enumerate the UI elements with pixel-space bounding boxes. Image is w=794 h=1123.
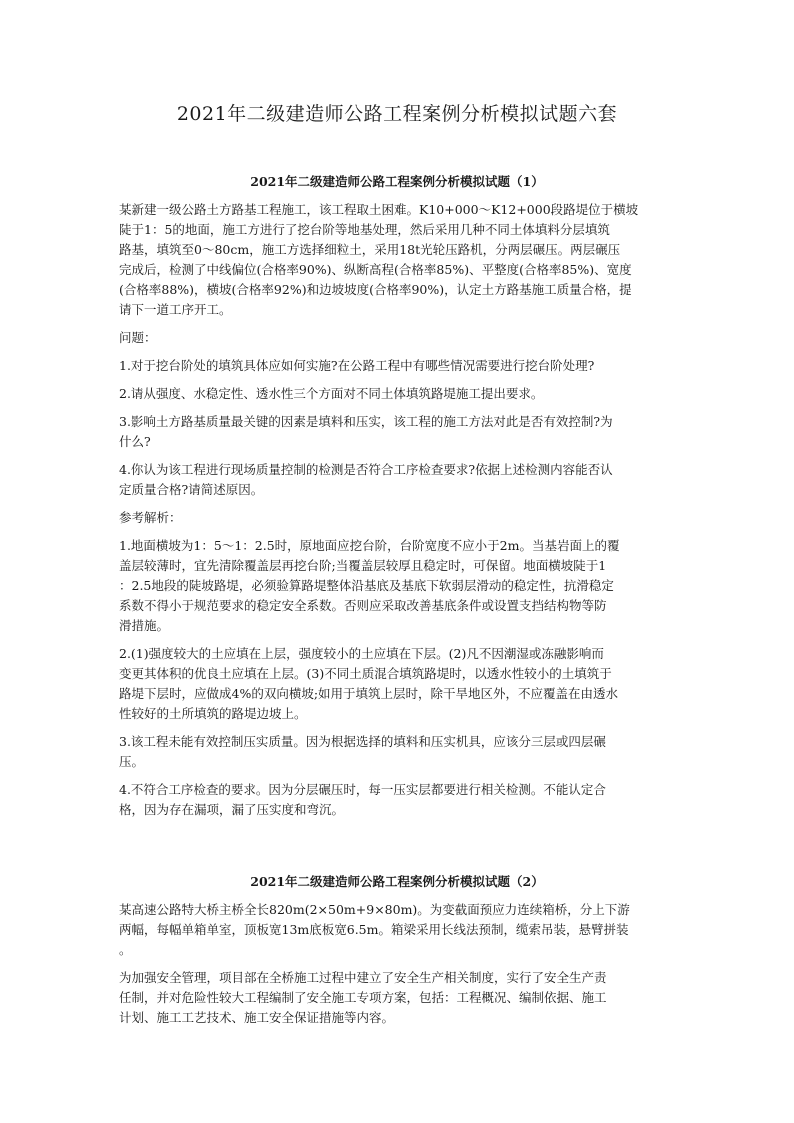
text-line: 定质量合格?请简述原因。 [119, 482, 264, 497]
question-1 [119, 356, 677, 376]
text-line: 2.请从强度、水稳定性、透水性三个方面对不同土体填筑路堤施工提出要求。 [119, 386, 544, 401]
text-line: 请下一道工序开工。 [119, 302, 232, 317]
answer-2 [119, 644, 677, 724]
text-line: 压。 [119, 754, 145, 769]
question-2 [119, 384, 677, 404]
question-4 [119, 460, 677, 500]
text-line: 1.地面横坡为1：5～1：2.5时，原地面应挖台阶，台阶宽度不应小于2m。当基岩面上的覆 [119, 538, 620, 553]
text-line: 两幅，每幅单箱单室，顶板宽13m底板宽6.5m。箱梁采用长线法预制，缆索吊装，悬臂拼装 [119, 922, 629, 937]
text-line: 。 [119, 942, 132, 957]
text-line: 为加强安全管理，项目部在全桥施工过程中建立了安全生产相关制度，实行了安全生产责 [119, 970, 607, 985]
text-line: ：2.5地段的陡坡路堤，必须验算路堤整体沿基底及基底下软弱层滑动的稳定性，抗滑稳定 [119, 578, 614, 593]
answer-4 [119, 780, 677, 820]
text-line: (合格率88%)，横坡(合格率92%)和边坡坡度(合格率90%)，认定土方路基施工质量合格，提 [119, 282, 632, 297]
answer-1 [119, 536, 677, 636]
text-line: 盖层较薄时，宜先清除覆盖层再挖台阶;当覆盖层较厚且稳定时，可保留。地面横坡陡于1 [119, 558, 607, 573]
text-line: 2.(1)强度较大的土应填在上层，强度较小的土应填在下层。(2)凡不因潮湿或冻融影响而 [119, 646, 604, 661]
document-title: 2021年二级建造师公路工程案例分析模拟试题六套 [176, 103, 618, 125]
text-line: 变更其体积的优良土应填在上层。(3)不同土质混合填筑路堤时，以透水性较小的土填筑于 [119, 666, 612, 681]
question-3 [119, 412, 677, 452]
section-2-body [119, 900, 677, 1028]
section-1-heading: 2021年二级建造师公路工程案例分析模拟试题（1） [250, 174, 544, 189]
text-line: 某高速公路特大桥主桥全长820m(2×50m+9×80m)。为变截面预应力连续箱桥，分上下游 [119, 902, 630, 917]
questions-label: 问题： [119, 330, 157, 345]
text-line: 完成后，检测了中线偏位(合格率90%)、纵断高程(合格率85%)、平整度(合格率85%)、宽度 [119, 262, 632, 277]
text-line: 格，因为存在漏项，漏了压实度和弯沉。 [119, 802, 345, 817]
text-line: 性较好的土所填筑的路堤边坡上。 [119, 706, 307, 721]
text-line: 路基，填筑至0～80cm，施工方选择细粒土，采用18t光轮压路机，分两层碾压。两层碾压 [119, 242, 621, 257]
text-line: 3.影响土方路基质量最关键的因素是填料和压实，该工程的施工方法对此是否有效控制?为 [119, 414, 613, 429]
answers-label: 参考解析： [119, 510, 182, 525]
text-line: 1.对于挖台阶处的填筑具体应如何实施?在公路工程中有哪些情况需要进行挖台阶处理? [119, 358, 595, 373]
answer-3 [119, 732, 677, 772]
text-line: 陡于1：5的地面，施工方进行了挖台阶等地基处理，然后采用几种不同土体填料分层填筑 [119, 222, 610, 237]
text-line: 什么? [119, 434, 151, 449]
section-1-body [119, 200, 677, 820]
text-line: 路堤下层时，应做成4%的双向横坡;如用于填筑上层时，除干旱地区外，不应覆盖在由透水 [119, 686, 619, 701]
text-line: 某新建一级公路土方路基工程施工，该工程取土困难。K10+000～K12+000段路堤位于横坡 [119, 202, 639, 217]
case-background-paragraph [119, 900, 677, 960]
text-line: 滑措施。 [119, 618, 170, 633]
case-background-paragraph [119, 200, 677, 320]
text-line: 任制，并对危险性较大工程编制了安全施工专项方案，包括：工程概况、编制依据、施工 [119, 990, 607, 1005]
section-2-heading: 2021年二级建造师公路工程案例分析模拟试题（2） [250, 874, 544, 889]
text-line: 4.不符合工序检查的要求。因为分层碾压时，每一压实层都要进行相关检测。不能认定合 [119, 782, 606, 797]
text-line: 3.该工程未能有效控制压实质量。因为根据选择的填料和压实机具，应该分三层或四层碾 [119, 734, 606, 749]
text-line: 系数不得小于规范要求的稳定安全系数。否则应采取改善基底条件或设置支挡结构物等防 [119, 598, 607, 613]
safety-management-paragraph [119, 968, 677, 1028]
text-line: 计划、施工工艺技术、施工安全保证措施等内容。 [119, 1010, 395, 1025]
text-line: 4.你认为该工程进行现场质量控制的检测是否符合工序检查要求?依据上述检测内容能否认 [119, 462, 613, 477]
